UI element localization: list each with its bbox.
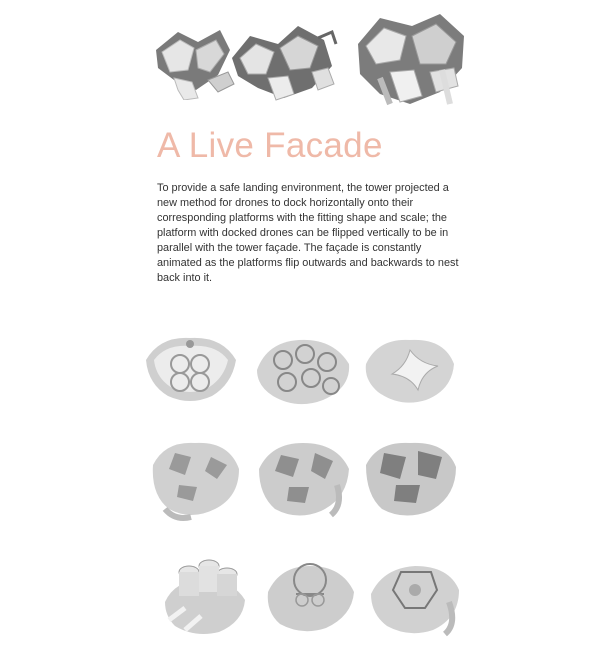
platform-drones-docked-render-1 (145, 435, 245, 525)
platform-with-drones-render-1 (140, 330, 240, 420)
platform-flipped-render-1 (260, 550, 360, 640)
platform-stacked-render (155, 550, 255, 640)
page-title: A Live Facade (157, 126, 383, 165)
platform-petal-render (360, 330, 460, 420)
platform-with-drones-render-2 (253, 330, 353, 420)
facade-module-render-1 (148, 20, 236, 100)
facade-module-render-3 (350, 8, 470, 108)
body-paragraph: To provide a safe landing environment, the tower projected a new method for drones to dock horizontally onto their corresponding platforms with the fitting shape and scale; the platform with docked drones can be flipped vertically to be in parallel with the tower façade. The façade is constantly animated as the platforms flip outwards and backwards to nest back into it. (157, 182, 459, 284)
platform-drones-docked-render-2 (253, 435, 353, 525)
platform-drones-docked-render-3 (360, 435, 460, 525)
platform-render-grid (135, 330, 465, 640)
facade-module-render-2 (228, 18, 338, 104)
top-render-row (140, 8, 470, 108)
platform-flipped-render-2 (365, 550, 465, 640)
